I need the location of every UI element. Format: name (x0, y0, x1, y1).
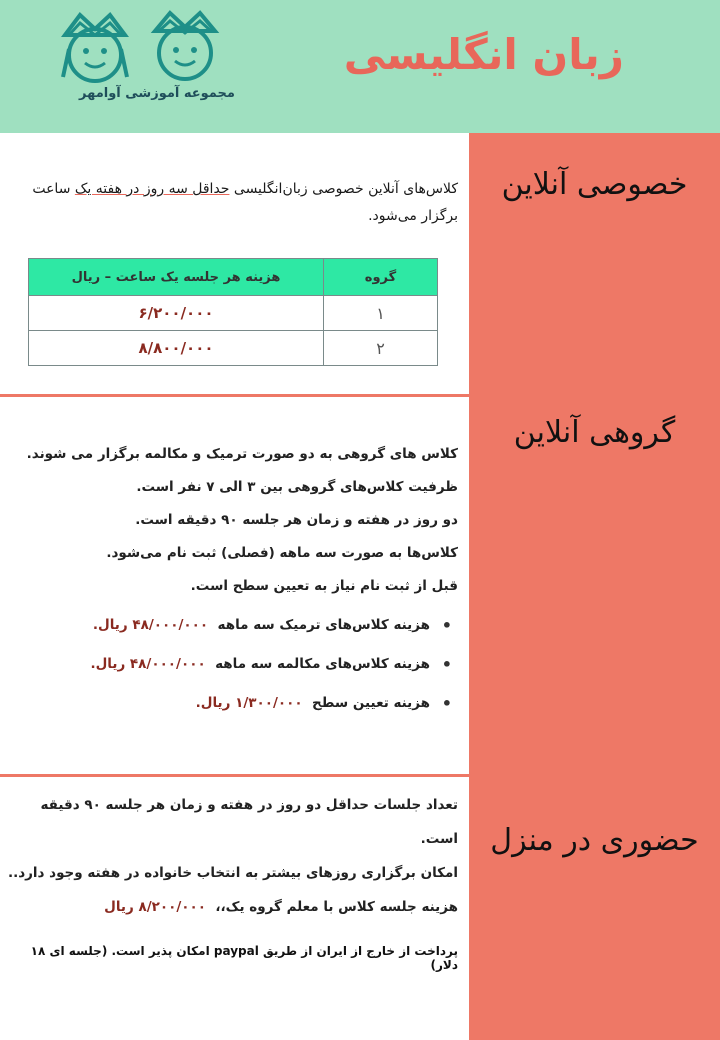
table-cell-price: ۸/۸۰۰/۰۰۰ (29, 331, 324, 366)
group-line: ظرفیت کلاس‌های گروهی بین ۳ الی ۷ نفر است. (136, 479, 458, 495)
price-item-label: هزینه کلاس‌های ترمیک سه ماهه (217, 617, 430, 633)
group-line: دو روز در هفته و زمان هر جلسه ۹۰ دقیقه است. (135, 512, 458, 528)
table-row (29, 296, 438, 331)
label-in-person: حضوری در منزل (490, 823, 699, 858)
private-text-before: کلاس‌های آنلاین خصوصی زبان‌انگلیسی (229, 181, 458, 197)
in-person-price-label: هزینه جلسه کلاس با معلم گروه یک،، (215, 899, 458, 915)
price-item-amount: ۱/۳۰۰/۰۰۰ ریال. (195, 695, 303, 711)
private-text-highlight: حداقل سه روز در هفته یک (74, 181, 230, 197)
label-group-online: گروهی آنلاین (513, 415, 676, 450)
group-online-description (0, 438, 458, 603)
table-cell-group: ۱ (324, 296, 438, 331)
list-item (0, 645, 458, 684)
in-person-price-amount: ۸/۲۰۰/۰۰۰ ریال (104, 899, 206, 915)
price-item-amount: ۴۸/۰۰۰/۰۰۰ ریال. (90, 656, 206, 672)
section-divider (0, 394, 469, 397)
table-header-price: هزینه هر جلسه یک ساعت – ریال (29, 259, 324, 296)
price-item-label: هزینه کلاس‌های مکالمه سه ماهه (215, 656, 430, 672)
table-cell-price: ۶/۲۰۰/۰۰۰ (29, 296, 324, 331)
group-line: کلاس های گروهی به دو صورت ترمیک و مکالمه برگزار می شوند. (26, 446, 458, 462)
in-person-price-line (0, 890, 458, 924)
group-line: قبل از ثبت نام نیاز به تعیین سطح است. (190, 578, 458, 594)
page-title: زبان انگلیسی (343, 30, 624, 79)
price-item-amount: ۴۸/۰۰۰/۰۰۰ ریال. (92, 617, 209, 633)
in-person-line: امکان برگزاری روزهای بیشتر به انتخاب خانواده در هفته وجود دارد.. (7, 865, 458, 881)
section-labels-column (469, 133, 720, 1040)
private-price-table (28, 258, 438, 366)
list-item (0, 606, 458, 645)
logo-caption: مجموعه آموزشی آوامهر (79, 86, 235, 101)
table-cell-group: ۲ (324, 331, 438, 366)
private-online-description (0, 176, 458, 230)
payment-note: پرداخت از خارج از ایران از طریق paypal امکان پذیر است. (جلسه ای ۱۸ دلار) (30, 944, 458, 972)
label-private-online: خصوصی آنلاین (501, 167, 688, 202)
table-header-row (29, 259, 438, 296)
price-item-label: هزینه تعیین سطح (312, 695, 430, 711)
page-header (0, 0, 720, 133)
in-person-line: تعداد جلسات حداقل دو روز در هفته و زمان هر جلسه ۹۰ دقیقه است. (40, 797, 458, 847)
section-divider (0, 774, 469, 777)
list-item (0, 684, 458, 723)
in-person-description (0, 788, 458, 924)
private-text-after: ساعت برگزار می‌شود. (32, 181, 458, 224)
group-price-list (0, 606, 458, 723)
table-row (29, 331, 438, 366)
group-line: کلاس‌ها به صورت سه ماهه (فصلی) ثبت نام می‌شود. (106, 545, 458, 561)
table-header-group: گروه (324, 259, 438, 296)
